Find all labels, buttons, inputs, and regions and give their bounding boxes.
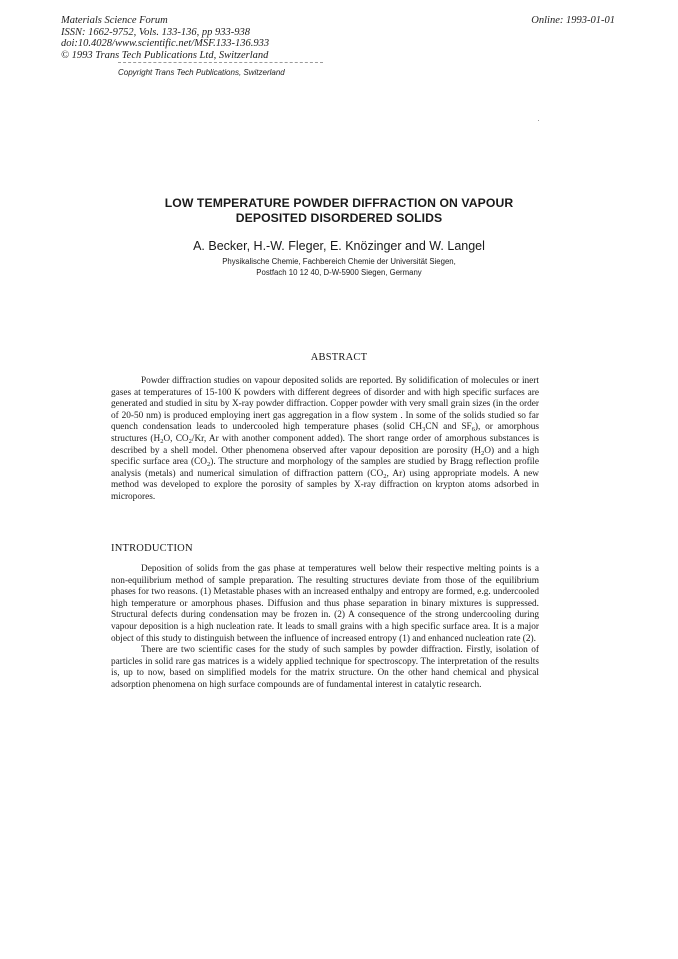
- rights-line: © 1993 Trans Tech Publications Ltd, Switzerland: [61, 49, 269, 61]
- abstract-segment: , Ar) using appropriate models. A new method was developed to explore the porosity of samples by X-ray diffraction on krypton atoms adsorbed in micropores.: [111, 468, 539, 502]
- intro-paragraph-1: Deposition of solids from the gas phase at temperatures well below their respective melting points is a non-equilibrium method of sample preparation. The resulting structures deviate from those of the equilibrium phases for two reasons. (1) Metastable phases with an increased enthalpy and entropy are formed, e.g. undercooled high temperature or amorphous phases. Diffusion and thus phase separation in binary mixtures is suppressed. Structural defects during condensation may be frozen in. (2) A consequence of the strong undercooling during vapour deposition is a high nucleation rate. It leads to small grains with a high specific surface area. It is a major object of this study to distinguish between the influence of increased entropy (1) and enhanced nucleation rate (2).: [111, 564, 539, 644]
- online-date: Online: 1993-01-01: [531, 15, 615, 26]
- subscript: 2: [207, 461, 211, 469]
- title-line-2: DEPOSITED DISORDERED SOLIDS: [235, 211, 443, 225]
- abstract-segment: Powder diffraction studies on vapour deposited solids are reported. By solidification of molecules or inert gases at temperatures of 15-100 K powders with different degrees of disorder and with high specific surfaces are generated and studied in situ by X-ray powder diffraction. Copper powder with very small grain sizes (in the order of 20-50 nm) is produced employing inert gas aggregation in a flow system . In some of the solids studied so far quench condensation leads to undercooled high temperature phases (solid CH: [111, 376, 539, 433]
- scan-speck: [538, 120, 539, 121]
- affiliation-line-1: Physikalische Chemie, Fachbereich Chemie der Universität Siegen,: [222, 257, 456, 266]
- introduction-text: [111, 564, 539, 692]
- author-list: A. Becker, H.-W. Fleger, E. Knözinger and W. Langel: [193, 239, 485, 253]
- abstract-segment: CN and SF: [425, 422, 472, 433]
- doi-link[interactable]: doi:10.4028/www.scientific.net/MSF.133-136.933: [61, 38, 270, 49]
- title-line-1: LOW TEMPERATURE POWDER DIFFRACTION ON VAPOUR: [164, 196, 514, 210]
- subscript: 2: [188, 437, 192, 445]
- abstract-text: [111, 376, 539, 504]
- abstract-segment: O) and a high specific surface area (CO: [111, 445, 539, 468]
- subscript: 2: [480, 449, 485, 457]
- introduction-heading: INTRODUCTION: [111, 543, 193, 554]
- subscript: 3: [422, 426, 426, 434]
- subscript: 2: [383, 472, 387, 480]
- paper-title: [100, 196, 578, 226]
- affiliation-line-2: Postfach 10 12 40, D-W-5900 Siegen, Germany: [256, 267, 422, 277]
- abstract-segment: ). The structure and morphology of the samples are studied by Bragg reflection profile analysis (metals) and numerical simulation of diffraction pattern (CO: [111, 457, 539, 479]
- abstract-segment: /Kr, Ar with another component added). The short range order of amorphous substances is described by a shell model. Other phenomena observed after vapour deposition are porosity (H: [111, 433, 539, 456]
- journal-name: Materials Science Forum: [61, 15, 168, 26]
- journal-header: [61, 15, 269, 61]
- subscript: 2: [160, 437, 164, 445]
- abstract-heading: ABSTRACT: [310, 352, 368, 363]
- divider: [118, 62, 323, 63]
- abstract-segment: ), or amorphous structures (H: [111, 422, 539, 444]
- issn-line: ISSN: 1662-9752, Vols. 133-136, pp 933-938: [61, 26, 250, 38]
- subscript: 6: [471, 426, 475, 434]
- abstract-segment: O, CO: [163, 433, 189, 444]
- affiliation: [100, 257, 578, 278]
- intro-paragraph-2: There are two scientific cases for the study of such samples by powder diffraction. Firstly, isolation of particles in solid rare gas matrices is a widely applied technique for spectroscopy. The interpretation of the results is, up to now, based on simplified models for the matrix structure. On the other hand chemical and physical adsorption phenomena on high surface compounds are of fundamental interest in catalytic research.: [111, 645, 539, 690]
- copyright-line: Copyright Trans Tech Publications, Switzerland: [118, 68, 285, 77]
